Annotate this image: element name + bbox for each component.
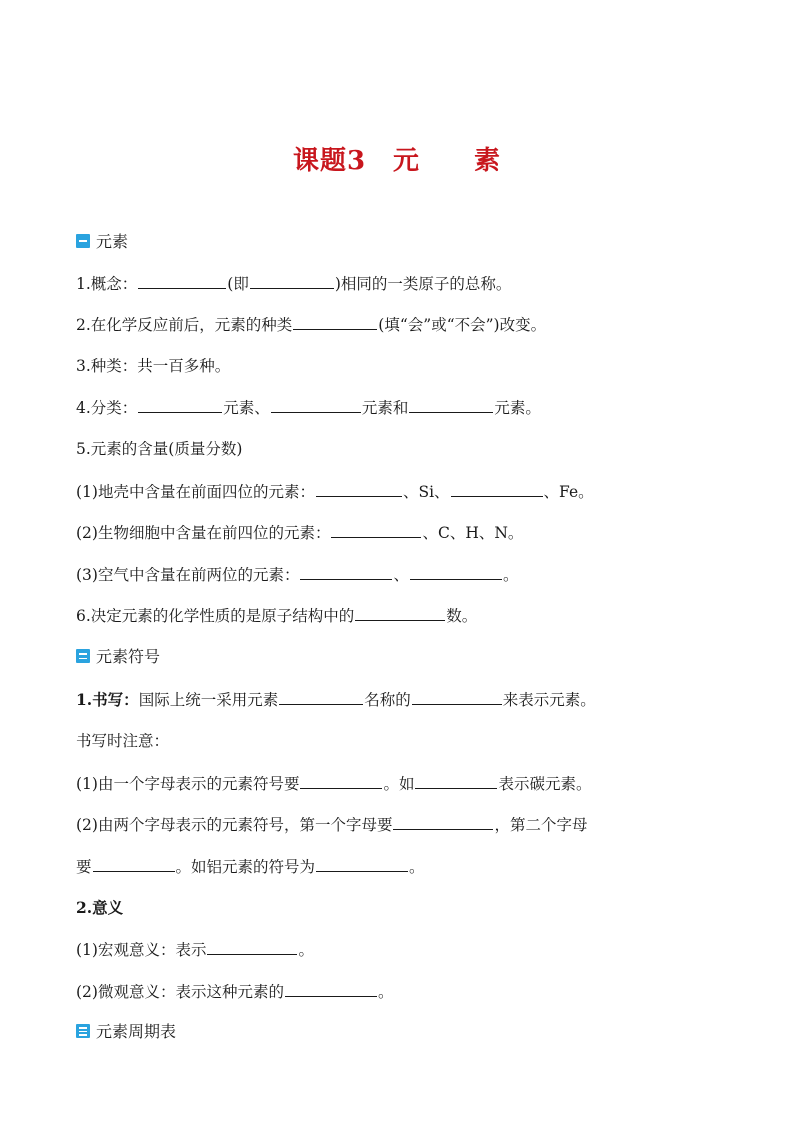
section-heading-elements — [76, 231, 128, 253]
line-crust: (1)地壳中含量在前面四位的元素： 、Si、 、Fe。 — [76, 480, 594, 503]
section-one-icon — [76, 234, 90, 248]
line-macro: (1)宏观意义：表示 。 — [76, 938, 314, 961]
section-three-icon — [76, 1024, 90, 1038]
line-air: (3)空气中含量在前两位的元素： 、 。 — [76, 563, 519, 586]
answer-blank[interactable] — [316, 480, 402, 497]
answer-blank[interactable] — [250, 272, 334, 289]
answer-blank[interactable] — [451, 480, 543, 497]
line-classification: 4.分类： 元素、 元素和 元素。 — [76, 396, 541, 419]
answer-blank[interactable] — [93, 855, 175, 872]
answer-blank[interactable] — [415, 772, 497, 789]
section-label: 元素 — [96, 232, 129, 251]
line-micro: (2)微观意义：表示这种元素的 。 — [76, 980, 393, 1003]
answer-blank[interactable] — [393, 813, 493, 830]
section-two-icon — [76, 649, 90, 663]
section-heading-periodic-table — [76, 1021, 176, 1043]
answer-blank[interactable] — [293, 313, 377, 330]
answer-blank[interactable] — [300, 563, 392, 580]
answer-blank[interactable] — [271, 396, 361, 413]
answer-blank[interactable] — [138, 272, 226, 289]
answer-blank[interactable] — [355, 604, 445, 621]
answer-blank[interactable] — [412, 688, 502, 705]
line-content: 5.元素的含量(质量分数) — [76, 440, 243, 458]
line-cells: (2)生物细胞中含量在前四位的元素： 、C、H、N。 — [76, 521, 523, 544]
line-meaning: 2.意义 — [76, 898, 124, 917]
answer-blank[interactable] — [285, 980, 377, 997]
line-notes: 书写时注意： — [76, 732, 170, 750]
answer-blank[interactable] — [138, 396, 222, 413]
answer-blank[interactable] — [316, 855, 408, 872]
line-aluminum: 要 。如铝元素的符号为 。 — [76, 855, 425, 878]
line-two-letter: (2)由两个字母表示的元素符号，第一个字母要 ，第二个字母 — [76, 813, 587, 836]
answer-blank[interactable] — [207, 938, 297, 955]
line-concept: 1.概念： (即 )相同的一类原子的总称。 — [76, 272, 511, 295]
section-heading-symbols — [76, 646, 160, 668]
answer-blank[interactable] — [410, 563, 502, 580]
line-chemical-property: 6.决定元素的化学性质的是原子结构中的 数。 — [76, 604, 477, 627]
answer-blank[interactable] — [279, 688, 363, 705]
page-title: 课题3 元 素 — [292, 146, 502, 176]
line-one-letter: (1)由一个字母表示的元素符号要 。如 表示碳元素。 — [76, 772, 592, 795]
answer-blank[interactable] — [300, 772, 382, 789]
section-label: 元素符号 — [96, 647, 161, 666]
answer-blank[interactable] — [331, 521, 421, 538]
line-reaction: 2.在化学反应前后，元素的种类 (填“会”或“不会”)改变。 — [76, 313, 546, 336]
section-label: 元素周期表 — [96, 1022, 177, 1041]
line-kinds: 3.种类：共一百多种。 — [76, 357, 231, 375]
line-writing: 1.书写：国际上统一采用元素 名称的 来表示元素。 — [76, 690, 596, 709]
answer-blank[interactable] — [409, 396, 493, 413]
